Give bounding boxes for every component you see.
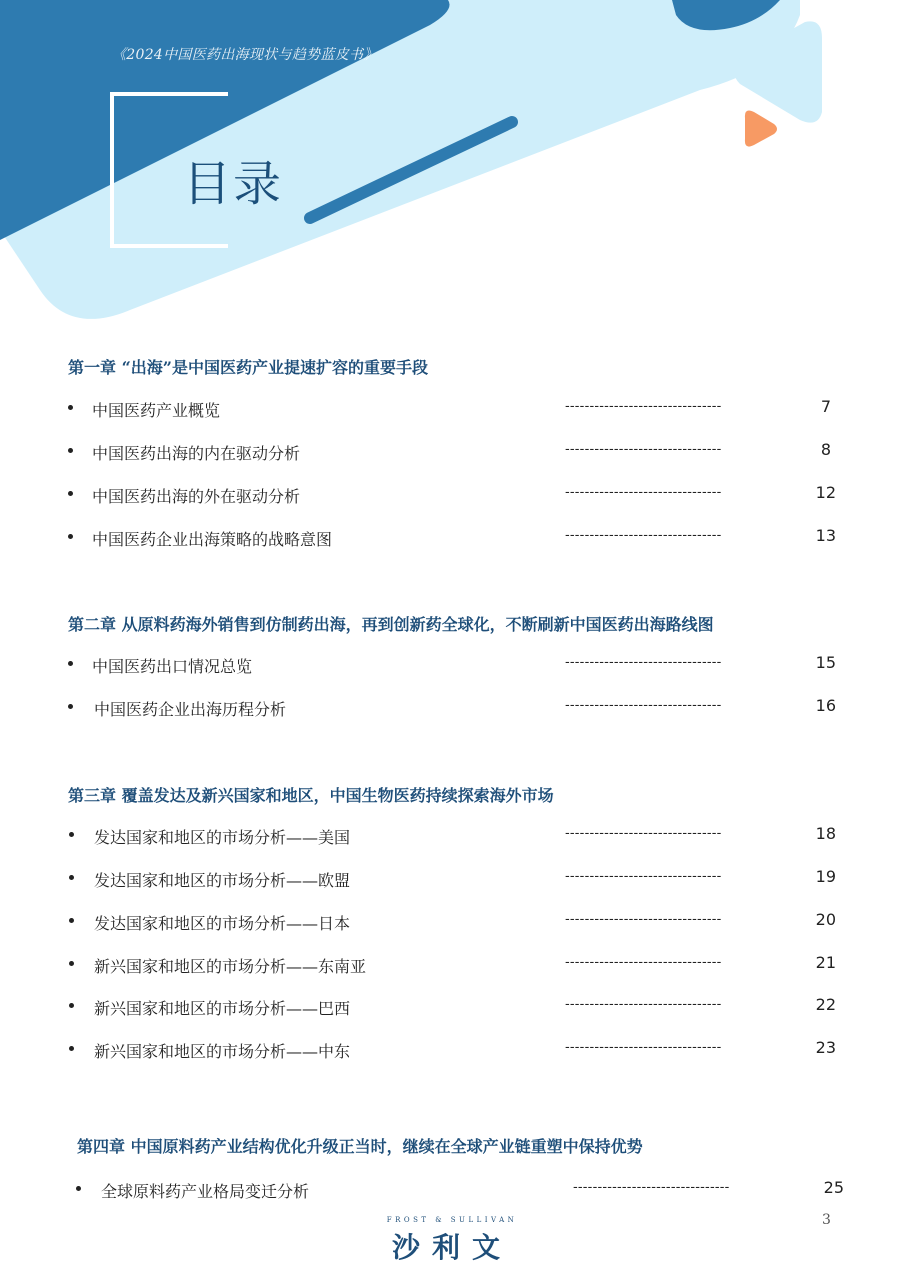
chapter-title: 第三章 覆盖发达及新兴国家和地区，中国生物医药持续探索海外市场 <box>68 786 554 805</box>
dot-leader: -------------------------------- <box>565 1040 722 1055</box>
frost-sullivan-logo-cn: 沙利文 <box>391 1231 512 1264</box>
bullet-icon <box>68 534 73 539</box>
dot-leader: -------------------------------- <box>565 655 722 670</box>
toc-title: 目录 <box>183 156 284 212</box>
bullet-icon <box>69 832 74 837</box>
page-number: 19 <box>815 867 836 886</box>
page-number: 21 <box>815 953 836 972</box>
dot-leader: -------------------------------- <box>565 698 722 713</box>
bullet-icon <box>68 405 73 410</box>
entry-label: 中国医药产业概览 <box>92 401 221 420</box>
page-number: 16 <box>815 696 836 715</box>
page-number: 25 <box>823 1178 844 1197</box>
dot-leader: -------------------------------- <box>565 955 722 970</box>
entry-label: 中国医药出海的外在驱动分析 <box>92 487 301 506</box>
page-number: 7 <box>820 397 831 416</box>
bullet-icon <box>68 491 73 496</box>
entry-label: 发达国家和地区的市场分析——美国 <box>94 828 351 847</box>
bullet-icon <box>69 1003 74 1008</box>
entry-label: 中国医药企业出海历程分析 <box>94 700 287 719</box>
dot-leader: -------------------------------- <box>565 826 722 841</box>
entry-label: 发达国家和地区的市场分析——欧盟 <box>94 871 351 890</box>
dot-leader: -------------------------------- <box>565 528 722 543</box>
chapter-title: 第一章 “出海”是中国医药产业提速扩容的重要手段 <box>68 358 428 377</box>
dot-leader: -------------------------------- <box>565 442 722 457</box>
frost-sullivan-logo-text: FROST & SULLIVAN <box>386 1216 518 1224</box>
entry-label: 全球原料药产业格局变迁分析 <box>101 1182 310 1201</box>
bullet-icon <box>68 661 73 666</box>
page-number: 22 <box>815 995 836 1014</box>
bullet-icon <box>69 961 74 966</box>
dot-leader: -------------------------------- <box>565 399 722 414</box>
entry-label: 新兴国家和地区的市场分析——巴西 <box>94 999 351 1018</box>
report-title: 《2024中国医药出海现状与趋势蓝皮书》 <box>112 47 378 63</box>
dot-leader: -------------------------------- <box>573 1180 730 1195</box>
dot-leader: -------------------------------- <box>565 912 722 927</box>
bullet-icon <box>69 875 74 880</box>
entry-label: 发达国家和地区的市场分析——日本 <box>94 914 351 933</box>
entry-label: 中国医药出口情况总览 <box>92 657 253 676</box>
orange-play-triangle <box>745 110 777 146</box>
dot-leader: -------------------------------- <box>565 485 722 500</box>
bullet-icon <box>68 448 73 453</box>
chapter-title: 第四章 中国原料药产业结构优化升级正当时，继续在全球产业链重塑中保持优势 <box>77 1137 643 1156</box>
bullet-icon <box>76 1186 81 1191</box>
bullet-icon <box>69 1046 74 1051</box>
page-number: 13 <box>815 526 836 545</box>
page-number: 8 <box>820 440 831 459</box>
page-number: 23 <box>815 1038 836 1057</box>
entry-label: 新兴国家和地区的市场分析——东南亚 <box>94 957 367 976</box>
dot-leader: -------------------------------- <box>565 869 722 884</box>
page-number: 15 <box>815 653 836 672</box>
entry-label: 新兴国家和地区的市场分析——中东 <box>94 1042 351 1061</box>
footer-page-number: 3 <box>822 1212 831 1228</box>
bullet-icon <box>68 704 73 709</box>
bullet-icon <box>69 918 74 923</box>
page-number: 12 <box>815 483 836 502</box>
dot-leader: -------------------------------- <box>565 997 722 1012</box>
chapter-title: 第二章 从原料药海外销售到仿制药出海，再到创新药全球化，不断刷新中国医药出海路线图 <box>68 615 714 634</box>
entry-label: 中国医药出海的内在驱动分析 <box>92 444 301 463</box>
page-number: 18 <box>815 824 836 843</box>
page-number: 20 <box>815 910 836 929</box>
entry-label: 中国医药企业出海策略的战略意图 <box>92 530 333 549</box>
